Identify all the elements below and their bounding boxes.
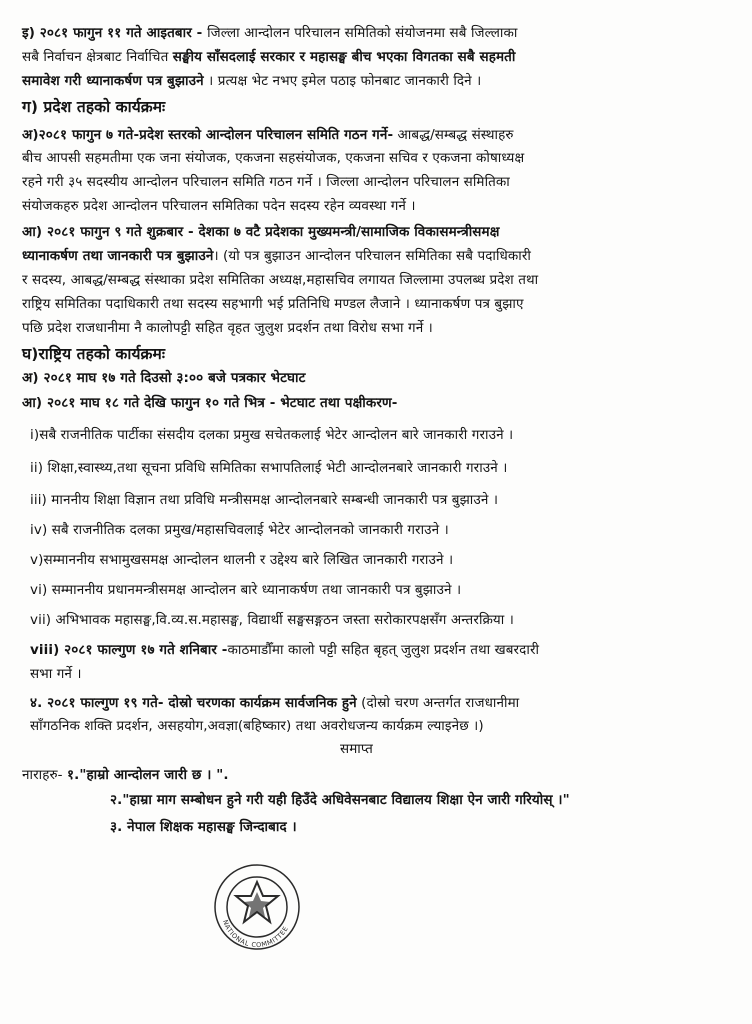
list-item-viii-text: काठमाडौँमा कालो पट्टी सहित बृहत् जुलुश प्रदर्शन तथा खबरदारी <box>227 642 540 658</box>
section-ga-aa-line-3: र सदस्य, आबद्ध/सम्बद्ध संस्थाका प्रदेश समितिका अध्यक्ष,महासचिव लगायत जिल्लामा उपलब्ध प्रदेश तथा <box>22 272 539 288</box>
slogans-label: नाराहरु- <box>22 767 68 783</box>
section-4-text: (दोस्रो चरण अन्तर्गत राजधानीमा <box>356 695 520 711</box>
list-item: iii) माननीय शिक्षा विज्ञान तथा प्रविधि मन्त्रीसमक्ष आन्दोलनबारे सम्बन्धी जानकारी पत्र बुझाउने । <box>30 492 499 508</box>
section-ga-aa-bold: ध्यानाकर्षण तथा जानकारी पत्र बुझाउने <box>22 248 214 264</box>
slogan-2: २."हाम्रा माग सम्बोधन हुने गरी यही हिउँदे अधिवेसनबाट विद्यालय शिक्षा ऐन जारी गरियोस् ।" <box>110 792 570 808</box>
section-gha-heading: घ)राष्ट्रिय तहको कार्यक्रमः <box>22 345 166 363</box>
section-i-bold-text: समावेश गरी ध्यानाकर्षण पत्र बुझाउने <box>22 73 204 89</box>
section-i-date: इ) २०८१ फागुन ११ गते आइतबार - <box>22 25 208 41</box>
seal-emblem-icon <box>212 862 302 952</box>
section-4-line-2: साँगठनिक शक्ति प्रदर्शन, असहयोग,अवज्ञा(बहिष्कार) तथा अवरोधजन्य कार्यक्रम ल्याइनेछ ।) <box>30 718 484 734</box>
list-item: vi) सम्माननीय प्रधानमन्त्रीसमक्ष आन्दोलन बारे ध्यानाकर्षण तथा जानकारी पत्र बुझाउने । <box>30 582 462 598</box>
list-item: v)सम्माननीय सभामुखसमक्ष आन्दोलन थालनी र उद्देश्य बारे लिखित जानकारी गराउने । <box>30 552 454 568</box>
section-ga-a-text: आबद्ध/सम्बद्ध संस्थाहरु <box>393 127 514 143</box>
section-i-line-2 <box>22 48 515 67</box>
section-ga-aa-line-1: आ) २०८१ फागुन ९ गते शुक्रबार - देशका ७ वटै प्रदेशका मुख्यमन्त्री/सामाजिक विकासमन्त्रीसमक्ष <box>22 224 500 240</box>
closing-text: समाप्त <box>340 741 373 757</box>
section-ga-aa-text: । (यो पत्र बुझाउन आन्दोलन परिचालन समितिका सबै पदाधिकारी <box>213 248 531 264</box>
section-i-text: जिल्ला आन्दोलन परिचालन समितिको संयोजनमा सबै जिल्लाका <box>207 25 518 41</box>
section-gha-a-line: अ) २०८१ माघ १७ गते दिउसो ३:०० बजे पत्रकार भेटघाट <box>22 370 306 386</box>
section-ga-a-line-1 <box>22 126 514 145</box>
section-4-title: ४. २०८१ फाल्गुण १९ गते- दोस्रो चरणका कार्यक्रम सार्वजनिक हुने <box>30 695 357 711</box>
section-i-text: सबै निर्वाचन क्षेत्रबाट निर्वाचित <box>22 49 173 65</box>
section-ga-aa-line-5: पछि प्रदेश राजधानीमा नै कालोपट्टी सहित वृहत जुलुश प्रदर्शन तथा विरोध सभा गर्ने । <box>22 320 433 336</box>
organization-seal <box>212 862 302 952</box>
list-item-viii-cont: सभा गर्ने । <box>30 666 82 682</box>
slogan-3: ३. नेपाल शिक्षक महासङ्घ जिन्दाबाद । <box>110 819 297 835</box>
seal-text: NATIONAL COMMITTEE <box>221 918 291 950</box>
section-4-line-1 <box>30 694 519 713</box>
slogan-line-1 <box>22 766 229 785</box>
list-item: i)सबै राजनीतिक पार्टीका संसदीय दलका प्रमुख सचेतकलाई भेटेर आन्दोलन बारे जानकारी गराउने । <box>30 427 514 443</box>
section-ga-heading: ग) प्रदेश तहको कार्यक्रमः <box>22 98 166 116</box>
list-item: vii) अभिभावक महासङ्घ,वि.व्य.स.महासङ्घ, विद्यार्थी सङ्घसङ्गठन जस्ता सरोकारपक्षसँग अन्तरक्रिया । <box>30 612 514 628</box>
section-i-line-1 <box>22 24 517 43</box>
section-i-line-3 <box>22 72 481 91</box>
list-item: ii) शिक्षा,स्वास्थ्य,तथा सूचना प्रविधि समितिका सभापतिलाई भेटी आन्दोलनबारे जानकारी गराउने । <box>30 460 508 476</box>
section-gha-aa-line: आ) २०८१ माघ १८ गते देखि फागुन १० गते भित्र - भेटघाट तथा पक्षीकरण- <box>22 395 398 411</box>
section-ga-a-line-2: बीच आपसी सहमतीमा एक जना संयोजक, एकजना सहसंयोजक, एकजना सचिव र एकजना कोषाध्यक्ष <box>22 150 525 166</box>
section-i-bold-text: सङ्घीय साँसदलाई सरकार र महासङ्घ बीच भएका विगतका सबै सहमती <box>172 49 516 65</box>
section-ga-a-title: अ)२०८१ फागुन ७ गते-प्रदेश स्तरको आन्दोलन परिचालन समिति गठन गर्ने- <box>22 127 394 143</box>
section-ga-a-line-3: रहने गरी ३५ सदस्यीय आन्दोलन परिचालन समिति गठन गर्ने । जिल्ला आन्दोलन परिचालन समितिका <box>22 174 510 190</box>
slogan-1: १."हाम्रो आन्दोलन जारी छ । ". <box>67 767 229 783</box>
section-ga-a-line-4: संयोजकहरु प्रदेश आन्दोलन परिचालन समितिका पदेन सदस्य रहेन व्यवस्था गर्ने । <box>22 198 416 214</box>
list-item: iv) सबै राजनीतिक दलका प्रमुख/महासचिवलाई भेटेर आन्दोलनको जानकारी गराउने । <box>30 522 449 538</box>
section-ga-aa-line-4: राष्ट्रिय समितिका पदाधिकारी तथा सदस्य सहभागी भई प्रतिनिधि मण्डल लैजाने । ध्यानाकर्षण पत्र बुझाए <box>22 296 524 312</box>
section-ga-aa-line-2 <box>22 247 531 266</box>
section-i-text: । प्रत्यक्ष भेट नभए इमेल पठाइ फोनबाट जानकारी दिने । <box>203 73 482 89</box>
list-item-viii-date: viii) २०८१ फाल्गुण १७ गते शनिबार - <box>30 642 228 658</box>
list-item-viii <box>30 641 539 660</box>
